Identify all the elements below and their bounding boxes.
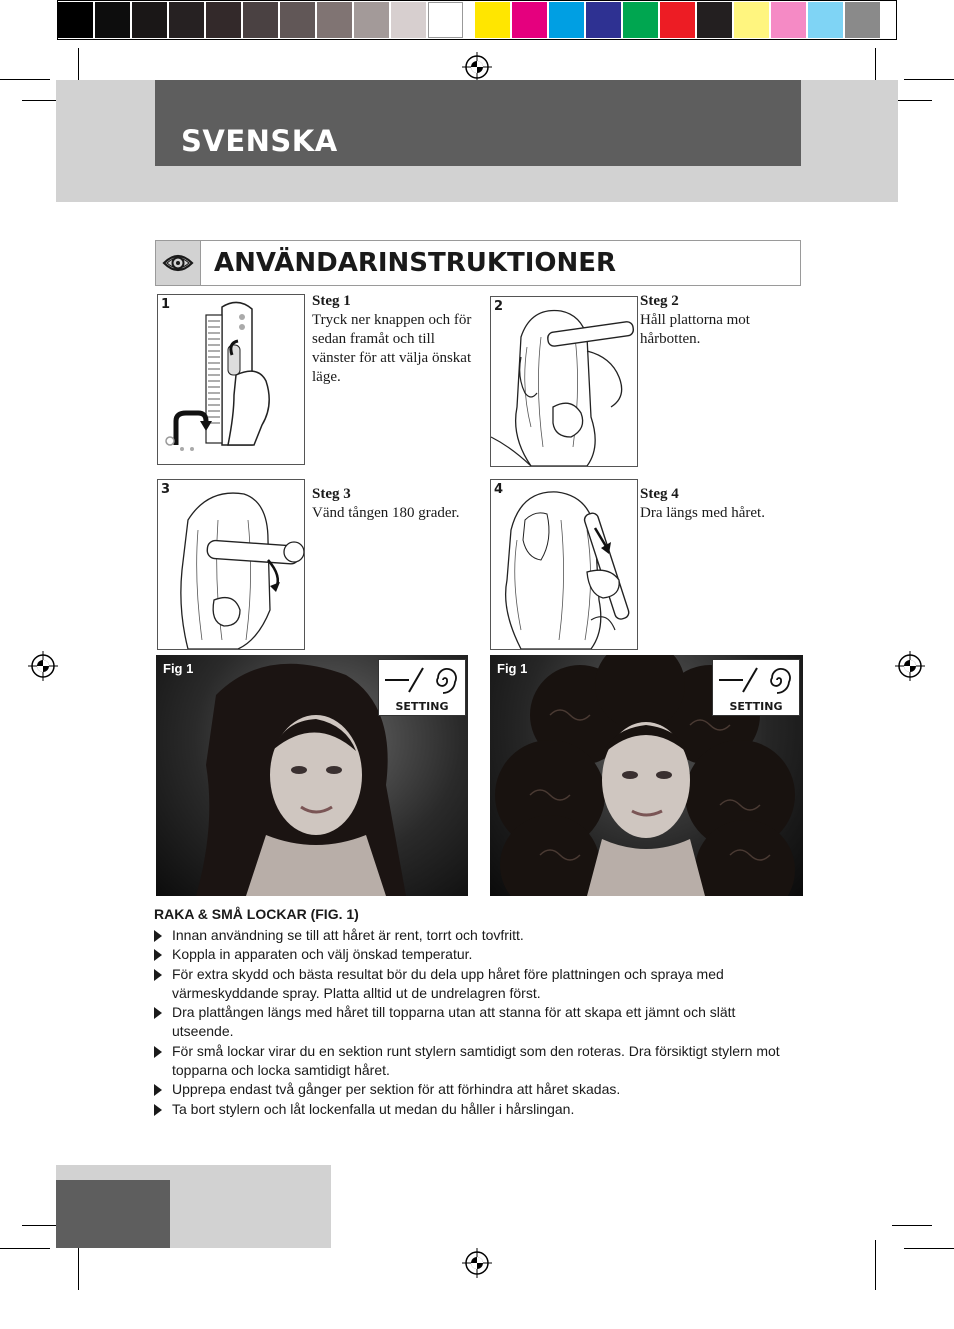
setting-badge xyxy=(378,659,466,716)
bullet-triangle-icon xyxy=(154,1007,162,1019)
instruction-list xyxy=(154,926,794,1119)
step-1-illustration xyxy=(157,294,305,465)
step-number: 4 xyxy=(494,482,504,497)
styler-button-illustration xyxy=(158,295,304,464)
step-4-text xyxy=(640,485,795,523)
straight-curl-setting-icon xyxy=(713,660,799,700)
section-header xyxy=(155,240,801,286)
step-title: Steg 2 xyxy=(640,293,679,309)
figure-1-photo-curls xyxy=(490,655,803,896)
hair-straightening-illustration xyxy=(491,297,637,466)
step-description: Dra längs med håret. xyxy=(640,505,765,521)
step-4-illustration xyxy=(490,479,638,650)
pull-along-hair-illustration xyxy=(491,480,637,649)
bullet-triangle-icon xyxy=(154,1046,162,1058)
styler-rotate-illustration xyxy=(158,480,304,649)
registration-mark-icon xyxy=(895,651,925,681)
crop-mark xyxy=(0,1248,50,1249)
crop-mark xyxy=(892,100,932,101)
step-description: Tryck ner knappen och för sedan framåt och till vänster för att välja önskat läge. xyxy=(312,312,472,385)
step-3-text xyxy=(312,485,482,523)
bullet-triangle-icon xyxy=(154,930,162,942)
list-item: Koppla in apparaten och välj önskad temperatur. xyxy=(154,945,794,964)
step-3-illustration xyxy=(157,479,305,650)
step-description: Vänd tången 180 grader. xyxy=(312,505,460,521)
crop-mark xyxy=(892,1225,932,1226)
setting-label: SETTING xyxy=(729,700,783,713)
step-number: 2 xyxy=(494,299,504,314)
color-bar-frame xyxy=(57,0,897,40)
language-title: SVENSKA xyxy=(181,124,338,158)
registration-mark-icon xyxy=(462,52,492,82)
eye-icon-box xyxy=(156,241,201,285)
bullet-triangle-icon xyxy=(154,949,162,961)
step-number: 1 xyxy=(161,297,171,312)
bullet-triangle-icon xyxy=(154,1104,162,1116)
list-item: Dra plattången längs med håret till topparna utan att stanna för att skapa ett jämnt och slätt utseende. xyxy=(154,1003,794,1042)
crop-mark xyxy=(0,79,50,80)
registration-mark-icon xyxy=(28,651,58,681)
step-title: Steg 1 xyxy=(312,293,351,309)
list-item: Innan användning se till att håret är rent, torrt och tovfritt. xyxy=(154,926,794,945)
step-title: Steg 4 xyxy=(640,486,679,502)
step-2-text xyxy=(640,292,790,349)
registration-mark-icon xyxy=(462,1248,492,1278)
step-2-illustration xyxy=(490,296,638,467)
step-title: Steg 3 xyxy=(312,486,351,502)
list-item: Upprepa endast två gånger per sektion för att förhindra att håret skadas. xyxy=(154,1080,794,1099)
section-title: ANVÄNDARINSTRUKTIONER xyxy=(214,248,617,278)
setting-label: SETTING xyxy=(395,700,449,713)
crop-mark xyxy=(904,1248,954,1249)
bullet-triangle-icon xyxy=(154,969,162,981)
step-1-text xyxy=(312,292,477,387)
setting-badge xyxy=(712,659,800,716)
list-heading: RAKA & SMÅ LOCKAR (FIG. 1) xyxy=(154,906,359,922)
eye-icon xyxy=(156,241,200,285)
list-item: För extra skydd och bästa resultat bör du dela upp håret före plattningen och spraya med värmeskyddande spray. Platta alltid ut de undrelagren först. xyxy=(154,965,794,1004)
crop-mark xyxy=(904,79,954,80)
figure-label: Fig 1 xyxy=(497,661,528,676)
figure-label: Fig 1 xyxy=(163,661,194,676)
step-number: 3 xyxy=(161,482,171,497)
step-description: Håll plattorna mot hårbotten. xyxy=(640,312,750,347)
list-item: Ta bort stylern och låt lockenfalla ut medan du håller i hårslingan. xyxy=(154,1100,794,1119)
list-item: För små lockar virar du en sektion runt stylern samtidigt som den roteras. Dra försiktigt stylern mot topparna och locka samtidigt håret. xyxy=(154,1042,794,1081)
footer-page-tab xyxy=(56,1180,170,1248)
straight-curl-setting-icon xyxy=(379,660,465,700)
bullet-triangle-icon xyxy=(154,1084,162,1096)
figure-1-photo-straight xyxy=(156,655,468,896)
crop-mark xyxy=(875,1240,876,1290)
